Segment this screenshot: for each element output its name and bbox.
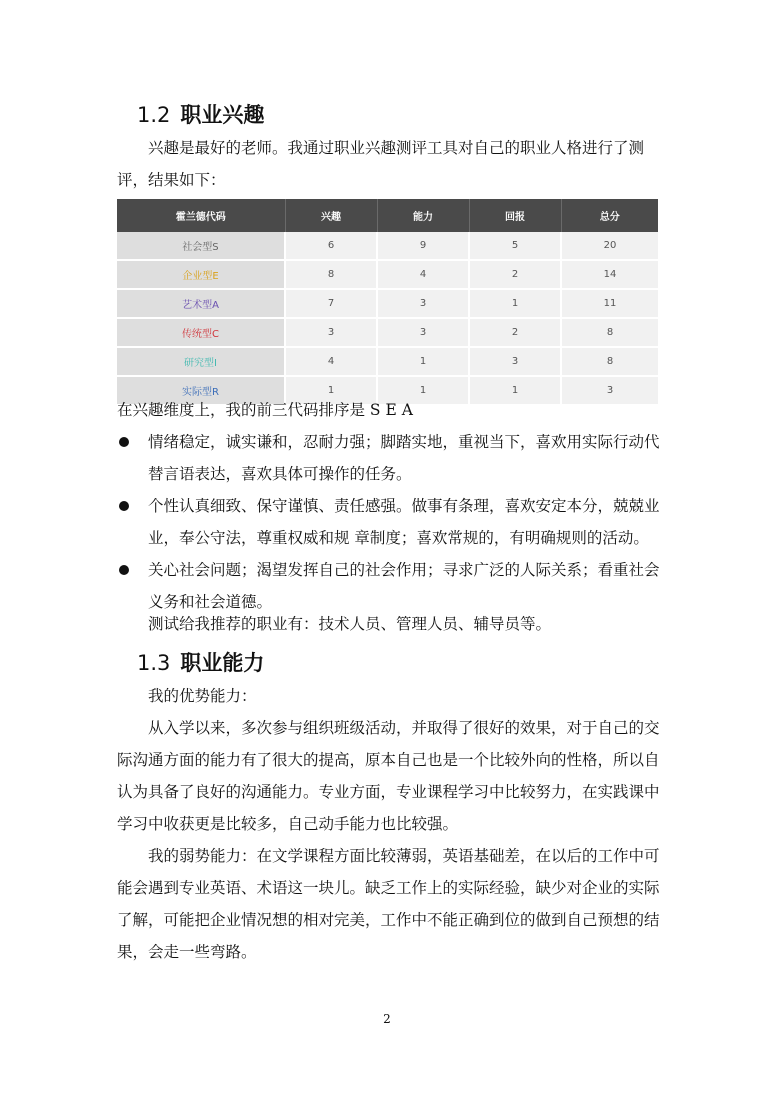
intro-paragraph: 兴趣是最好的老师。我通过职业兴趣测评工具对自己的职业人格进行了测评，结果如下： xyxy=(117,139,645,189)
cell-value: 3 xyxy=(377,289,469,318)
code-order-line: 在兴趣维度上，我的前三代码排序是 S E A xyxy=(117,401,413,419)
cell-value: 8 xyxy=(561,318,658,347)
cell-value: 2 xyxy=(469,260,561,289)
cell-code: 社会型S xyxy=(117,232,285,260)
section-number: 1.3 xyxy=(137,651,171,675)
weakness-paragraph: 我的弱势能力：在文学课程方面比较薄弱，英语基础差，在以后的工作中可能会遇到专业英语、术语这一块儿。缺乏工作上的实际经验，缺少对企业的实际了解，可能把企业情况想的相对完美，工作中不能正确到位的做到自己预想的结果，会走一些弯路。 xyxy=(117,847,660,961)
table-header-row xyxy=(117,199,658,232)
bullet-text: 情绪稳定，诚实谦和，忍耐力强；脚踏实地，重视当下，喜欢用实际行动代替言语表达，喜欢具体可操作的任务。 xyxy=(148,433,660,483)
cell-value: 20 xyxy=(561,232,658,260)
bullet-dot-icon xyxy=(119,501,129,511)
section-title: 职业兴趣 xyxy=(180,103,265,127)
table-row xyxy=(117,232,658,260)
strength-heading: 我的优势能力： xyxy=(148,687,257,705)
page-number: 2 xyxy=(383,1012,391,1026)
list-item xyxy=(117,426,665,490)
trait-bullet-list xyxy=(117,426,665,618)
cell-value: 8 xyxy=(561,347,658,376)
cell-value: 7 xyxy=(285,289,377,318)
recommend-paragraph: 测试给我推荐的职业有：技术人员、管理人员、辅导员等。 xyxy=(148,615,552,633)
cell-value: 8 xyxy=(285,260,377,289)
cell-value: 9 xyxy=(377,232,469,260)
cell-value: 4 xyxy=(285,347,377,376)
cell-value: 5 xyxy=(469,232,561,260)
header-total: 总分 xyxy=(561,199,658,232)
cell-value: 1 xyxy=(469,289,561,318)
header-interest: 兴趣 xyxy=(285,199,377,232)
section-heading-1-2 xyxy=(137,99,264,129)
table-row xyxy=(117,347,658,376)
cell-value: 1 xyxy=(469,376,561,405)
cell-value: 11 xyxy=(561,289,658,318)
cell-value: 14 xyxy=(561,260,658,289)
cell-code: 研究型I xyxy=(117,347,285,376)
section-title: 职业能力 xyxy=(180,651,265,675)
header-reward: 回报 xyxy=(469,199,561,232)
cell-value: 6 xyxy=(285,232,377,260)
holland-code-table xyxy=(117,199,658,406)
cell-value: 3 xyxy=(377,318,469,347)
cell-code: 企业型E xyxy=(117,260,285,289)
cell-code: 传统型C xyxy=(117,318,285,347)
header-code: 霍兰德代码 xyxy=(117,199,285,232)
bullet-text: 关心社会问题；渴望发挥自己的社会作用；寻求广泛的人际关系；看重社会义务和社会道德。 xyxy=(148,561,660,611)
bullet-dot-icon xyxy=(119,565,129,575)
section-heading-1-3 xyxy=(137,647,264,677)
cell-value: 4 xyxy=(377,260,469,289)
bullet-text: 个性认真细致、保守谨慎、责任感强。做事有条理，喜欢安定本分，兢兢业业，奉公守法，尊重权威和规 章制度；喜欢常规的，有明确规则的活动。 xyxy=(148,497,660,547)
table-row xyxy=(117,318,658,347)
bullet-dot-icon xyxy=(119,437,129,447)
cell-value: 3 xyxy=(561,376,658,405)
list-item xyxy=(117,490,665,554)
table-row xyxy=(117,289,658,318)
cell-value: 1 xyxy=(377,376,469,405)
cell-code: 实际型R xyxy=(117,376,285,405)
cell-value: 2 xyxy=(469,318,561,347)
section-number: 1.2 xyxy=(137,103,171,127)
cell-value: 1 xyxy=(285,376,377,405)
cell-code: 艺术型A xyxy=(117,289,285,318)
table-row xyxy=(117,260,658,289)
strength-paragraph: 从入学以来，多次参与组织班级活动，并取得了很好的效果，对于自己的交际沟通方面的能力有了很大的提高，原本自己也是一个比较外向的性格，所以自认为具备了良好的沟通能力。专业方面，专业课程学习中比较努力，在实践课中学习中收获更是比较多，自己动手能力也比较强。 xyxy=(117,719,660,833)
cell-value: 1 xyxy=(377,347,469,376)
cell-value: 3 xyxy=(285,318,377,347)
header-ability: 能力 xyxy=(377,199,469,232)
cell-value: 3 xyxy=(469,347,561,376)
